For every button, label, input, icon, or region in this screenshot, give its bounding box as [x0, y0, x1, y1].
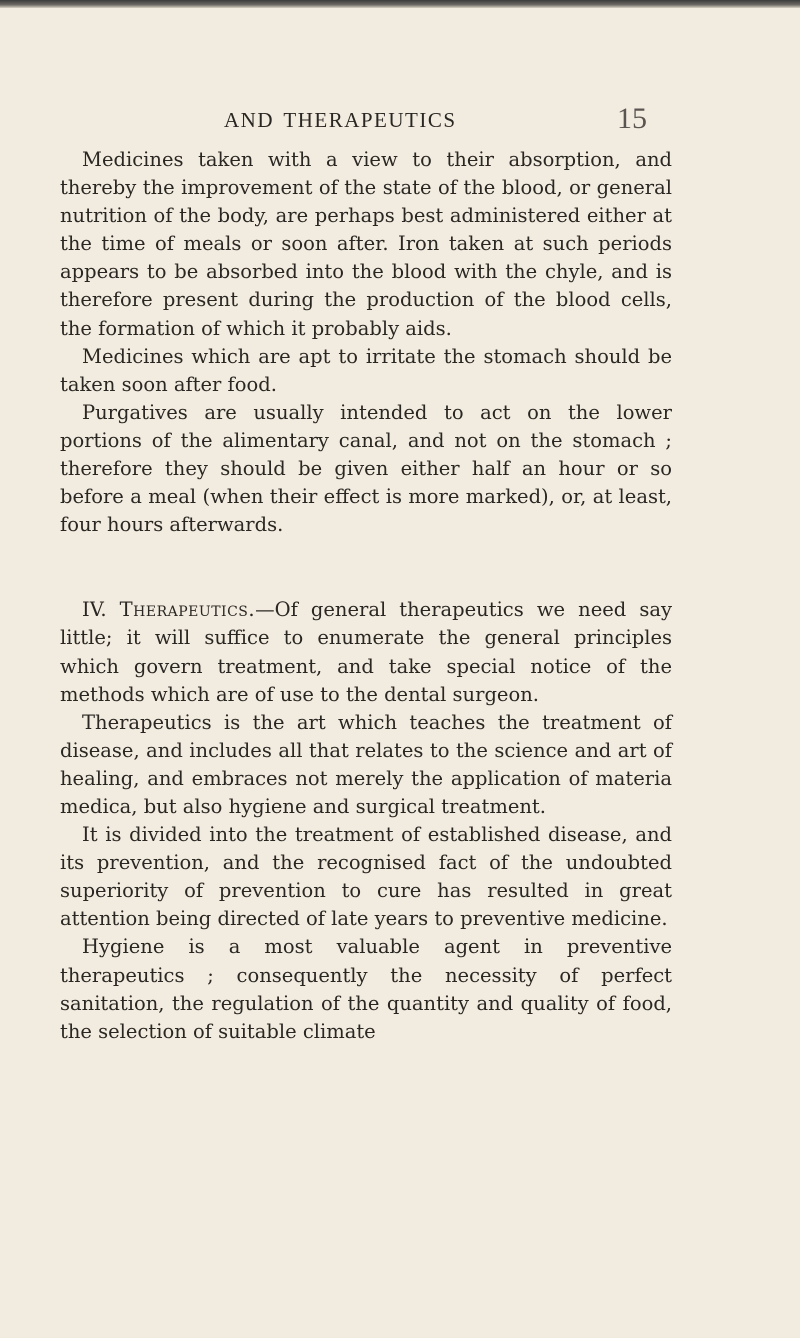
section-iv-paragraph	[60, 596, 672, 708]
running-head: AND THERAPEUTICS	[224, 108, 457, 132]
paragraph-therapeutics-definition: Therapeutics is the art which teaches the treatment of disease, and includes all that relates to the science and art of healing, and embraces not merely the application of materia medica, but also hygiene and surgical treatment.	[60, 710, 672, 818]
page-top-edge	[0, 0, 800, 8]
paragraph-absorption: Medicines taken with a view to their absorption, and thereby the improvement of the state of the blood, or general nutrition of the body, are perhaps best administered either at the time of meals or soon after. Iron taken at such periods appears to be absorbed into the blood with the chyle, and is therefore present during the production of the blood cells, the formation of which it probably aids.	[60, 148, 672, 340]
section-number: IV.	[82, 598, 107, 622]
body-text	[60, 146, 672, 1046]
paragraph-prevention: It is divided into the treatment of established disease, and its prevention, and the recognised fact of the undoubted superiority of prevention to cure has resulted in great attention being directed of late years to preventive medicine.	[60, 823, 672, 931]
paragraph-purgatives: Purgatives are usually intended to act on the lower portions of the alimentary canal, and not on the stomach ; therefore they should be given either half an hour or so before a meal (when their effect is more marked), or, at least, four hours afterwards.	[60, 400, 672, 537]
section-spacer	[60, 539, 672, 596]
section-heading: Therapeutics.	[119, 598, 256, 622]
paragraph-hygiene: Hygiene is a most valuable agent in preventive therapeutics ; consequently the necessity of perfect sanitation, the regulation of the quantity and quality of food, the selection of suitable climate	[60, 935, 672, 1043]
section-lead-text: —Of general therapeutics we need say little; it will suffice to enumerate the general principles which govern treatment, and take special notice of the methods which are of use to the dental surgeon.	[60, 598, 672, 706]
page-header	[0, 102, 800, 138]
page-number: 15	[617, 102, 647, 135]
paragraph-irritants: Medicines which are apt to irritate the stomach should be taken soon after food.	[60, 344, 672, 396]
